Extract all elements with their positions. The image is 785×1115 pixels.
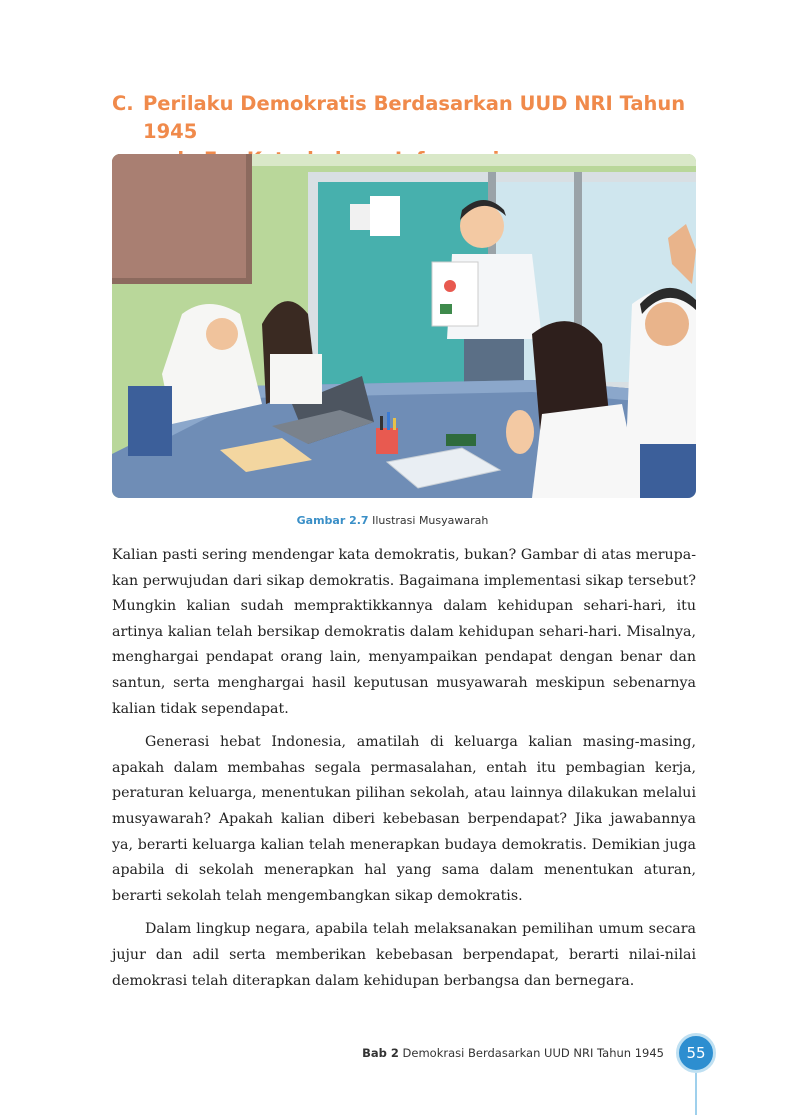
figure-caption-text: Ilustrasi Musyawarah — [372, 514, 489, 527]
page-footer — [362, 1046, 664, 1060]
page-number: 55 — [676, 1033, 716, 1073]
page-number-line — [695, 1073, 697, 1115]
paragraph-2: Generasi hebat Indonesia, amatilah di keluarga kalian masing-masing, apakah dalam membahas segala permasalahan, entah itu pembagian kerja, peraturan keluarga, menentukan pilihan sekolah, atau lainnya dilakukan melalui musyawarah? Apakah kalian diberi kebebasan berpendapat? Jika jawabannya ya, berarti keluarga kalian telah menerapkan budaya demokratis. Demikian juga apabila di sekolah menerapkan hal yang sama dalam menentukan aturan, berarti sekolah telah mengembangkan sikap demokratis. — [112, 734, 696, 904]
section-title-line1: Perilaku Demokratis Berdasarkan UUD NRI Tahun 1945 — [143, 92, 686, 143]
paragraph-3: Dalam lingkup negara, apabila telah melaksanakan pemilihan umum secara jujur dan adil serta memberikan kebebasan berpendapat, berarti nilai-nilai demokrasi telah diterapkan dalam kehidupan berbangsa dan bernegara. — [112, 921, 696, 989]
body-text — [112, 543, 696, 1002]
figure-caption — [0, 514, 785, 527]
figure-label: Gambar 2.7 — [296, 514, 369, 527]
classroom-meeting-illustration — [112, 154, 696, 498]
section-letter: C. — [112, 92, 134, 115]
footer-chapter-title: Demokrasi Berdasarkan UUD NRI Tahun 1945 — [402, 1046, 664, 1060]
footer-chapter: Bab 2 — [362, 1046, 399, 1060]
paragraph-1: Kalian pasti sering mendengar kata demokratis, bukan? Gambar di atas merupa-kan perwujudan dari sikap demokratis. Bagaimana implementasi sikap tersebut? Mungkin kalian sudah mempraktikkannya dalam kehidupan sehari-hari, itu artinya kalian telah bersikap demokratis dalam kehidupan sehari-hari. Misalnya, menghargai pendapat orang lain, menyampaikan pendapat dengan benar dan santun, serta menghargai hasil keputusan musyawarah meskipun sebenarnya kalian tidak sependapat. — [112, 547, 696, 717]
